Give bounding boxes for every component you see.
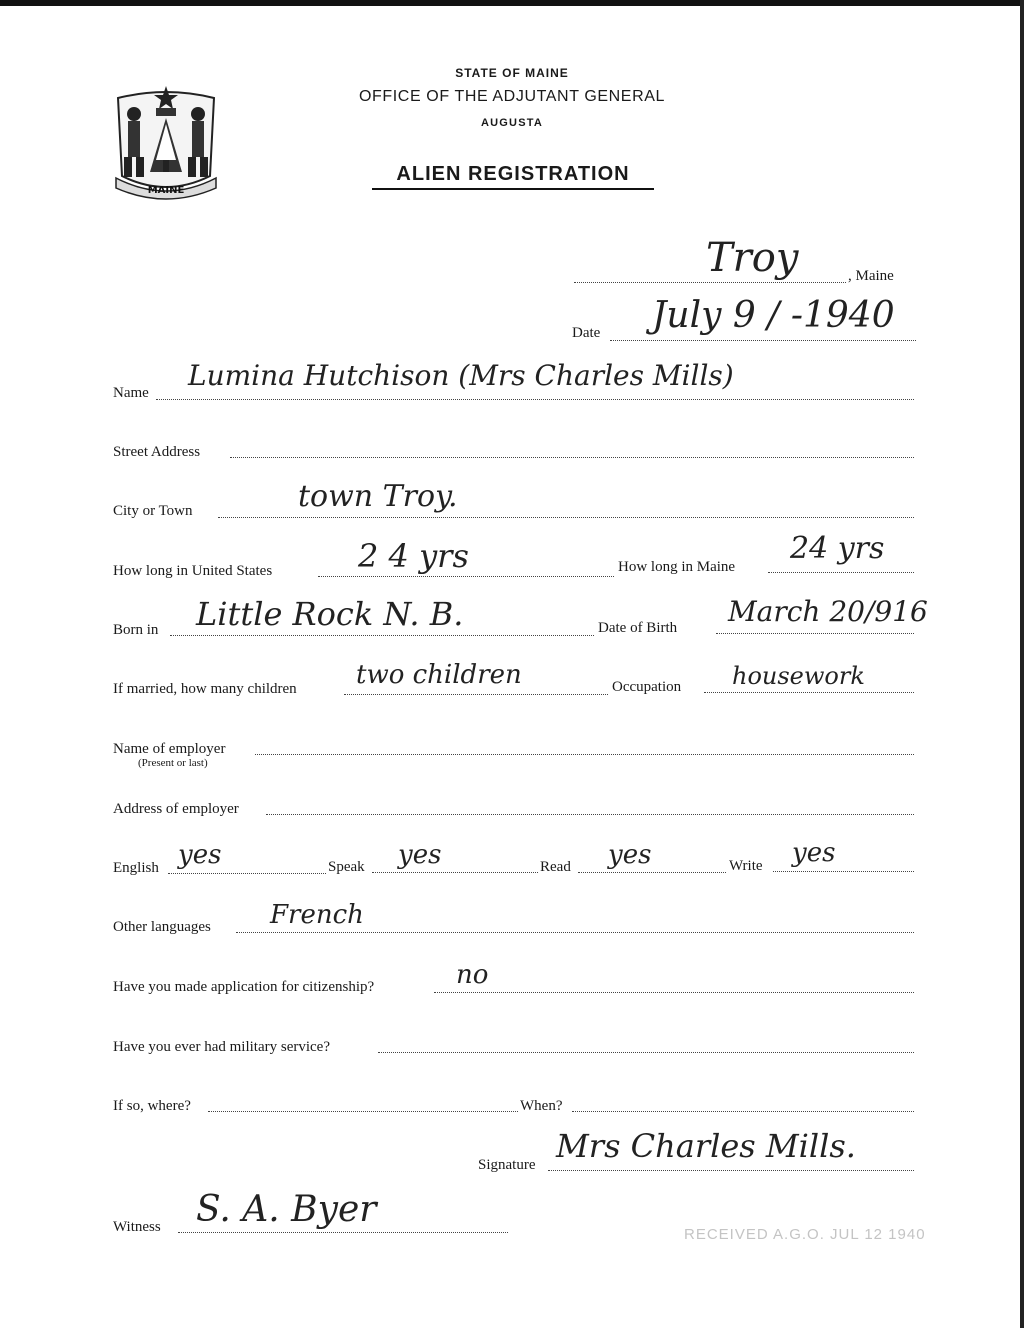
received-stamp: RECEIVED A.G.O. JUL 12 1940 [684,1226,926,1243]
employer-note: (Present or last) [138,757,208,769]
town-value: Troy [706,235,799,281]
how-long-maine-line [768,572,914,573]
read-label: Read [540,859,571,875]
military-label: Have you ever had military service? [113,1039,330,1055]
dob-label: Date of Birth [598,620,678,636]
write-line [773,871,914,872]
date-label: Date [572,325,601,341]
witness-line [178,1232,508,1233]
street-line [230,457,914,458]
witness-value: S. A. Byer [196,1189,377,1230]
how-long-maine-label: How long in Maine [618,559,736,575]
occupation-line [704,692,914,693]
english-label: English [113,860,159,876]
write-label: Write [729,858,763,874]
name-value: Lumina Hutchison (Mrs Charles Mills) [188,359,734,392]
speak-label: Speak [328,859,365,875]
date-line [610,340,916,341]
seal-banner-text: MAINE [147,185,185,196]
header-office: OFFICE OF THE ADJUTANT GENERAL [358,88,666,105]
dob-line [716,633,914,634]
city-value: town Troy. [298,479,458,514]
speak-value: yes [398,840,442,870]
employer-label: Name of employer [113,741,226,757]
city-label: City or Town [113,503,193,519]
when-label: When? [520,1098,563,1114]
header-state: STATE OF MAINE [455,66,569,80]
date-value: July 9 / -1940 [652,295,895,336]
maine-state-seal [110,80,222,202]
other-lang-line [236,932,914,933]
other-lang-value: French [270,900,364,930]
street-label: Street Address [113,444,201,460]
how-long-us-line [318,576,614,577]
english-value: yes [178,840,222,870]
born-line [170,635,594,636]
occupation-label: Occupation [612,679,682,695]
employer-address-label: Address of employer [113,801,239,817]
military-line [378,1052,914,1053]
signature-value: Mrs Charles Mills. [556,1127,856,1165]
how-long-maine-value: 24 yrs [790,531,885,566]
employer-address-line [266,814,914,815]
page-border-top [0,0,1024,6]
children-label: If married, how many children [113,681,297,697]
city-line [218,517,914,518]
citizenship-label: Have you made application for citizenship? [113,979,375,995]
signature-line [548,1170,914,1171]
born-label: Born in [113,622,159,638]
how-long-us-value: 2 4 yrs [358,537,469,575]
page-border-right [1020,0,1024,1328]
where-label: If so, where? [113,1098,191,1114]
when-line [572,1111,914,1112]
town-suffix: , Maine [848,268,894,284]
other-lang-label: Other languages [113,919,211,935]
speak-line [372,872,538,873]
read-value: yes [608,840,652,870]
children-line [344,694,608,695]
citizenship-line [434,992,914,993]
witness-label: Witness [113,1219,161,1235]
name-line [156,399,914,400]
children-value: two children [356,660,522,690]
where-line [208,1111,518,1112]
dob-value: March 20/916 [728,595,928,628]
signature-label: Signature [478,1157,536,1173]
born-value: Little Rock N. B. [196,595,464,633]
read-line [578,872,726,873]
english-line [168,873,326,874]
how-long-us-label: How long in United States [113,563,273,579]
name-label: Name [113,385,149,401]
occupation-value: housework [732,662,865,690]
form-title: ALIEN REGISTRATION [372,163,654,190]
employer-line [255,754,914,755]
citizenship-value: no [456,960,489,990]
write-value: yes [792,838,836,868]
town-line [574,282,846,283]
header-city: AUGUSTA [481,117,543,129]
